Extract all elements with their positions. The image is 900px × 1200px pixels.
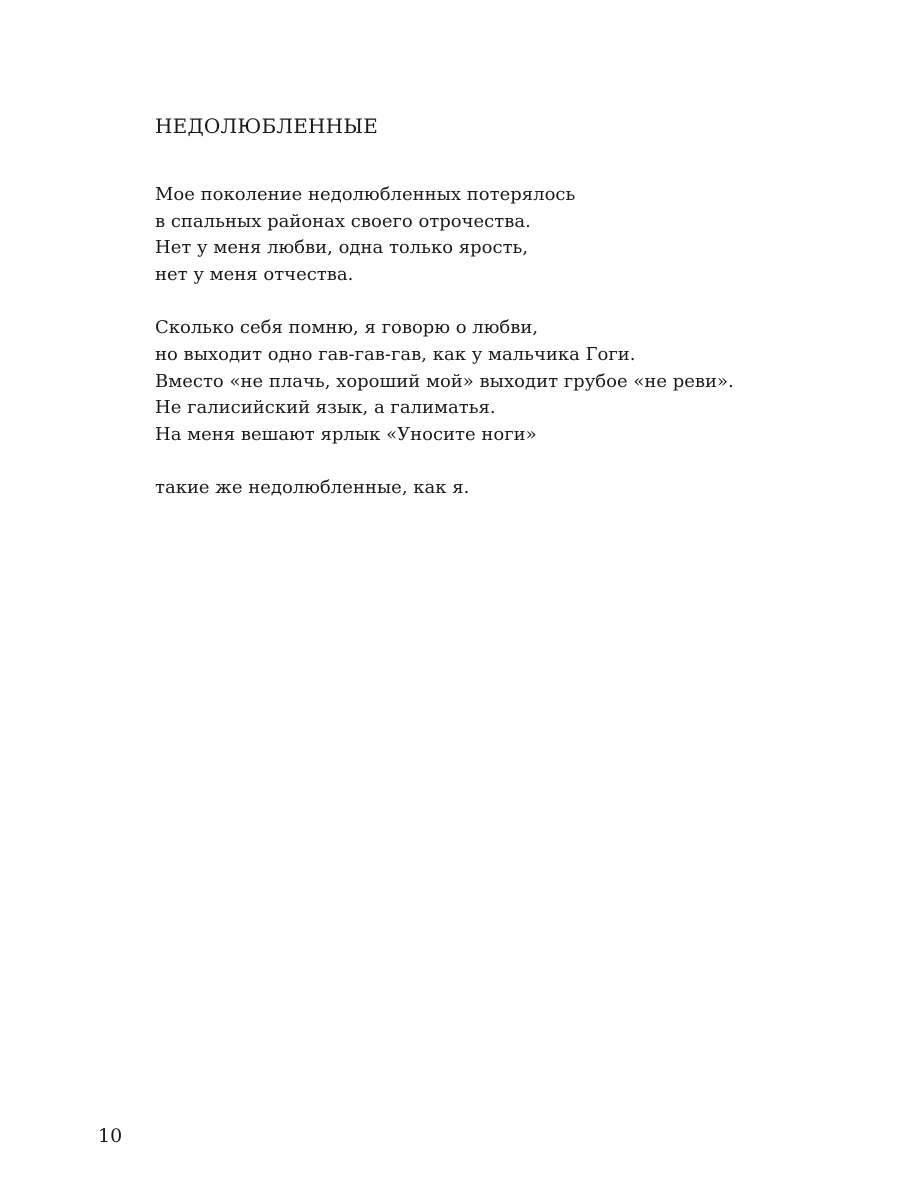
poem-line: Мое поколение недолюбленных потерялось [155,184,576,205]
poem-line: нет у меня отчества. [155,263,354,285]
poem-line: Нет у меня любви, одна только ярость, [155,237,529,259]
poem-title: НЕДОЛЮБЛЕННЫЕ [155,114,379,138]
stanza-2 [155,315,855,448]
poem-line: Вместо «не плачь, хороший мой» выходит грубое «не реви». [155,370,734,392]
poem-line: Не галисийский язык, а галиматья. [155,397,496,419]
poem-line: но выходит одно гав-гав-гав, как у мальчика Гоги. [155,343,636,365]
poem-line: такие же недолюбленные, как я. [155,477,470,499]
stanza-1 [155,182,855,288]
stanza-3 [155,475,855,502]
poem-line: На меня вешают ярлык «Уносите ноги» [155,423,537,445]
poem-line: в спальных районах своего отрочества. [155,210,531,232]
poem-body [155,182,855,529]
poem-line: Сколько себя помню, я говорю о любви, [155,317,539,339]
page-number: 10 [98,1125,123,1147]
